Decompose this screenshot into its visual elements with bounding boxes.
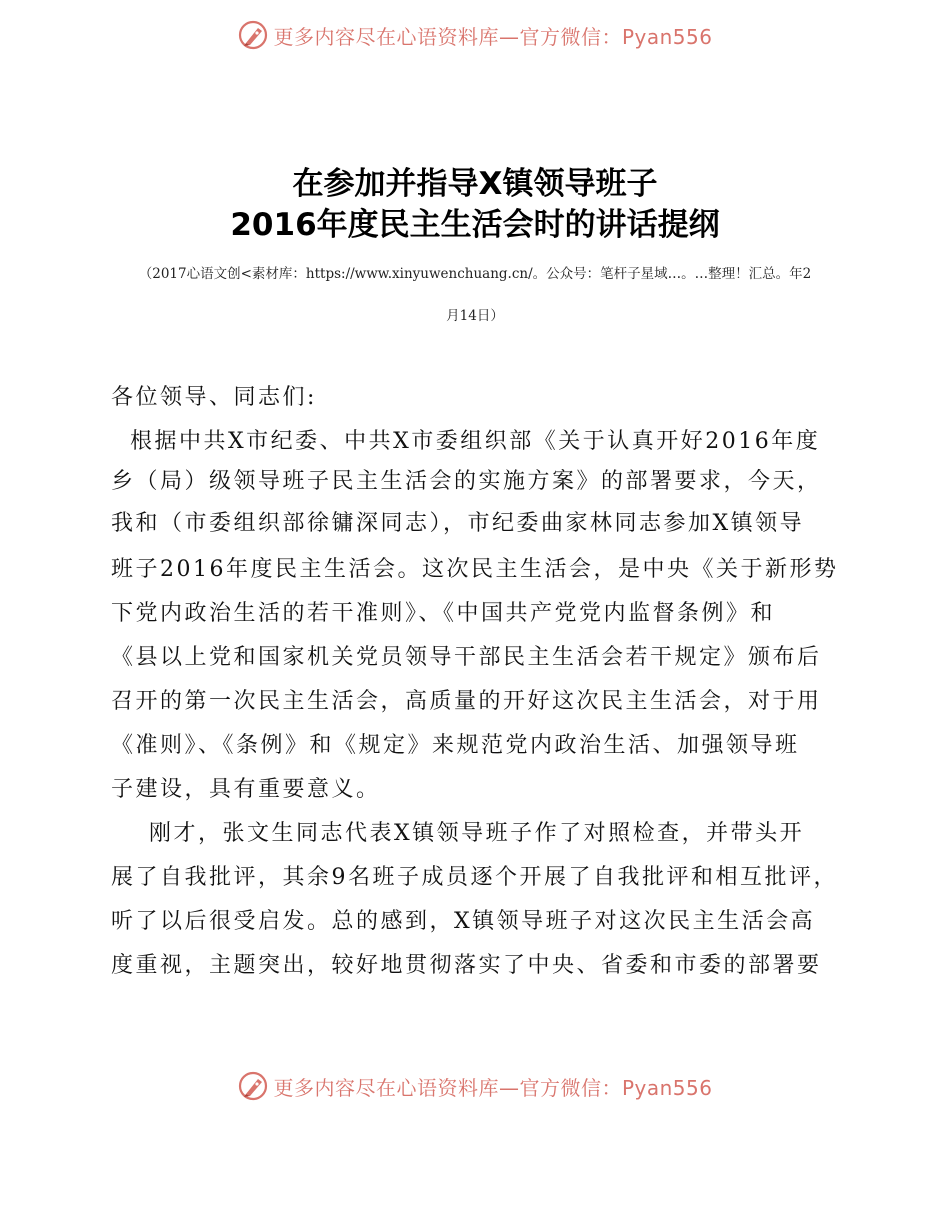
pen-nib-logo-icon xyxy=(237,19,269,51)
body-line: 我和（市委组织部徐镛深同志），市纪委曲家林同志参加X镇领导 xyxy=(111,511,805,536)
body-line: 《县以上党和国家机关党员领导干部民主生活会若干规定》颁布后 xyxy=(111,645,822,670)
banner-text: 更多内容尽在心语资料库—官方微信：Pyan556 xyxy=(273,1075,713,1100)
body-line: 展了自我批评，其余9名班子成员逐个开展了自我批评和相互批评， xyxy=(111,865,838,890)
body-line: 听了以后很受启发。总的感到，X镇领导班子对这次民主生活会高 xyxy=(111,909,816,934)
body-line: 下党内政治生活的若干准则》、《中国共产党党内监督条例》和 xyxy=(111,601,776,626)
body-line: 召开的第一次民主生活会，高质量的开好这次民主生活会，对于用 xyxy=(111,689,822,714)
footer-banner xyxy=(0,1066,950,1106)
page-title-line-1: 在参加并指导X镇领导班子 xyxy=(292,166,658,202)
header-banner xyxy=(0,15,950,55)
body-line: 度重视，主题突出，较好地贯彻落实了中央、省委和市委的部署要 xyxy=(111,953,822,978)
body-line: 班子2016年度民主生活会。这次民主生活会，是中央《关于新形势 xyxy=(111,557,839,582)
body-line: 子建设，具有重要意义。 xyxy=(111,777,381,802)
pen-nib-logo-icon xyxy=(237,1070,269,1102)
body-line: 乡（局）级领导班子民主生活会的实施方案》的部署要求，今天， xyxy=(111,469,822,494)
source-note-line-1: （2017心语文创<素材库：https://www.xinyuwenchuang.cn/。公众号：笔杆子星域…。…整理！汇总。年2 xyxy=(138,266,812,282)
source-note-line-2: 月14日） xyxy=(446,308,504,324)
body-line: 根据中共X市纪委、中共X市委组织部《关于认真开好2016年度 xyxy=(111,429,821,454)
body-line: 《准则》、《条例》和《规定》来规范党内政治生活、加强领导班 xyxy=(111,733,800,758)
greeting: 各位领导、同志们: xyxy=(111,385,317,410)
page-title-line-2: 2016年度民主生活会时的讲话提纲 xyxy=(230,207,720,243)
banner-text: 更多内容尽在心语资料库—官方微信：Pyan556 xyxy=(273,24,713,49)
body-line: 刚才，张文生同志代表X镇领导班子作了对照检查，并带头开 xyxy=(111,821,805,846)
